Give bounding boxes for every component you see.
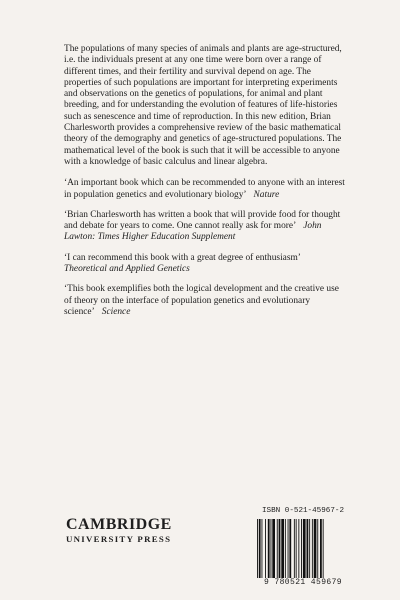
barcode-bar xyxy=(323,519,324,581)
barcode-bar xyxy=(257,519,258,581)
barcode-bar xyxy=(294,519,295,581)
barcode-bar xyxy=(309,519,310,581)
barcode-bar xyxy=(281,519,284,581)
review-source: Nature xyxy=(253,189,280,200)
barcode-bar xyxy=(279,519,281,581)
barcode-bar xyxy=(268,519,270,581)
barcode-bar xyxy=(307,519,309,581)
review-quote xyxy=(64,210,348,244)
barcode-bar xyxy=(288,519,289,581)
book-description: The populations of many species of animals and plants are age-structured, i.e. the individuals present at any one time were born over a range of different times, and their fertility and survival depend on age. The properties of such populations are important for interpreting experiments and observations on the genetics of populations, for animal and plant breeding, and for understanding the evolution of features of life-histories such as senescence and time of reproduction. In this new edition, Brian Charlesworth provides a comprehensive review of the basic mathematical theory of the demography and genetics of age-structured populations. The mathematical level of the book is such that it will be accessible to anyone with a knowledge of basic calculus and linear algebra. xyxy=(64,44,342,167)
barcode-bar xyxy=(303,519,306,581)
review-source: John Lawton: Times Higher Education Supplement xyxy=(64,221,322,243)
review-quote xyxy=(64,178,348,201)
review-text: ‘Brian Charlesworth has written a book that will provide food for thought and debate for years to come. One cannot really ask for more’ xyxy=(64,209,341,232)
barcode-bar xyxy=(285,519,286,581)
barcode-bar xyxy=(320,519,322,581)
review-quote xyxy=(64,253,348,276)
barcode-bar xyxy=(272,519,275,581)
barcode-bar xyxy=(296,519,297,581)
barcode-bar xyxy=(312,519,313,581)
barcode-bars xyxy=(253,519,353,581)
barcode-bar xyxy=(317,519,318,581)
barcode-bar xyxy=(265,519,266,581)
review-quote xyxy=(64,284,348,318)
review-text: ‘An important book which can be recommended to anyone with an interest in population genetics and evolutionary biology’ xyxy=(64,178,345,200)
review-text: ‘This book exemplifies both the logical development and the creative use of theory on the interface of population genetics and evolutionary science’ xyxy=(64,284,339,317)
publisher-subtitle: UNIVERSITY PRESS xyxy=(66,534,172,544)
barcode-bar xyxy=(301,519,302,581)
publisher-logo xyxy=(66,516,172,544)
review-text: ‘I can recommend this book with a great degree of enthusiasm’ xyxy=(64,252,301,263)
barcode-bar xyxy=(259,519,261,581)
barcode-bar xyxy=(298,519,299,581)
barcode-number: 9 780521 459679 xyxy=(253,578,353,587)
barcode-bar xyxy=(262,519,263,581)
isbn-label: ISBN 0-521-45967-2 xyxy=(261,507,345,515)
barcode-bar xyxy=(289,519,291,581)
barcode-bar xyxy=(277,519,278,581)
publisher-name: CAMBRIDGE xyxy=(66,516,172,533)
review-source: Theoretical and Applied Genetics xyxy=(64,264,190,275)
review-source: Science xyxy=(101,306,131,317)
barcode-bar xyxy=(271,519,272,581)
blurb-text xyxy=(64,44,348,327)
barcode-bar xyxy=(314,519,317,581)
